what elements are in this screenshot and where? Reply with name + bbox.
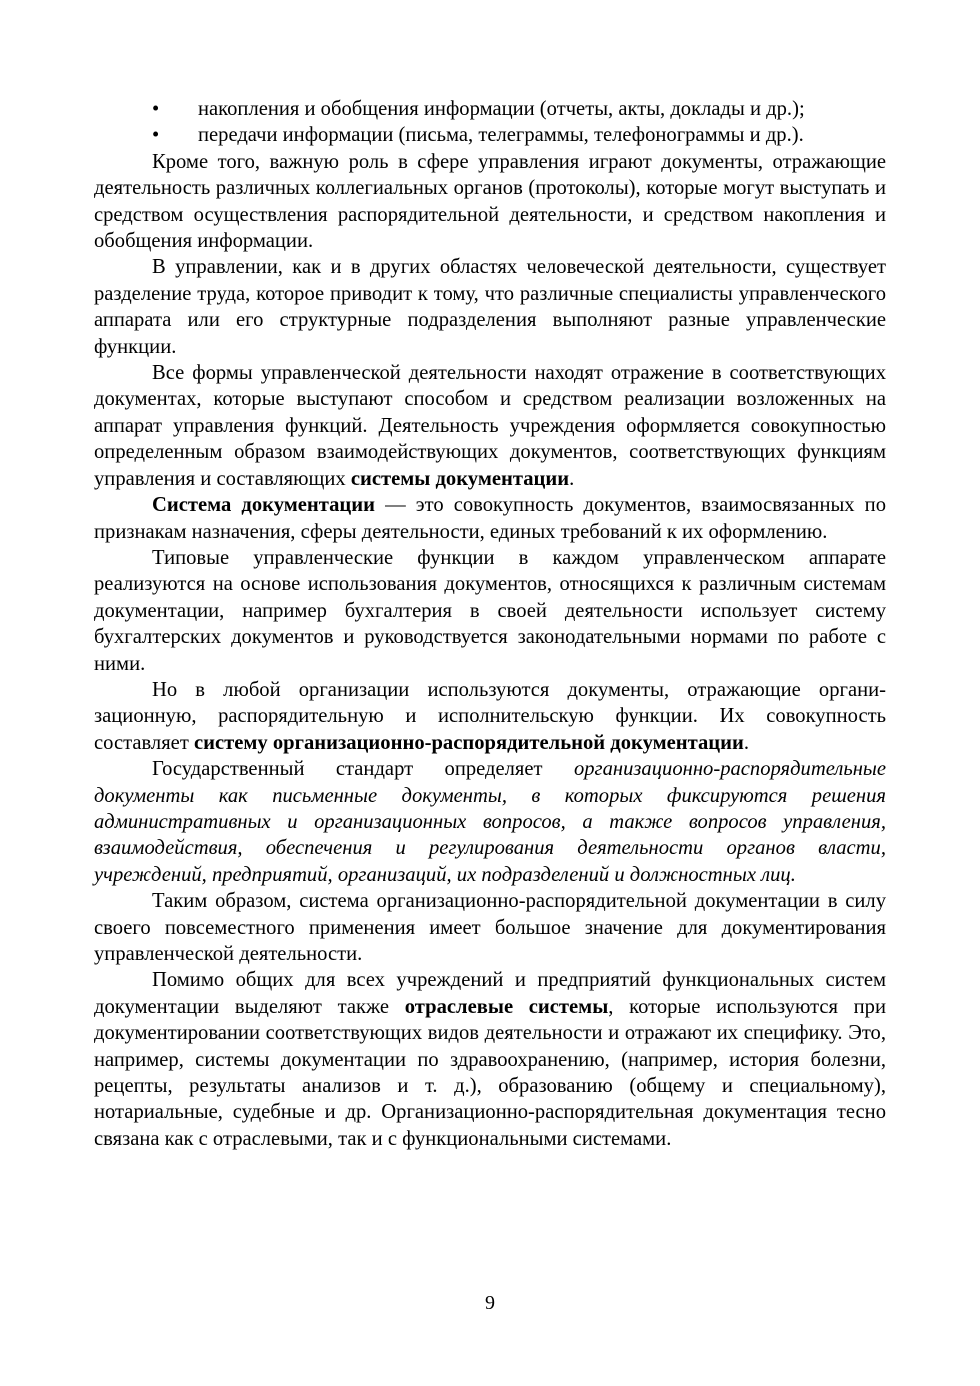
paragraph-collegial-documents: Кроме того, важную роль в сфере управления играют документы, отражающие деятельность различных коллегиальных органов (протоколы), которые могут выступать и средством осуществления распорядительной деятельности, и средством накопления и обобщения информации.: [94, 150, 886, 253]
paragraph-conclusion: Таким образом, система организационно-распорядительной документации в силу своего повсеместного применения имеет большое значение для документирования управленческой деятельности.: [94, 890, 886, 965]
paragraph-forms-of-management: Все формы управленческой деятельности находят отражение в соответствующих документах, которые выступают способом и средством реализации возложенных на аппарат управления функций. Деятельность учреждения оформляется совокупностью определенным образом взаимодействующих документов, соответствующих функциям управления и составляющих системы документации.: [94, 362, 886, 490]
document-page: [94, 96, 886, 1152]
paragraph-branch-systems: Помимо общих для всех учреждений и предприятий функциональных систем документации выделяют также отраслевые системы, которые используются при документировании соответствующих видов деятельности и отражают их специфику. Это, например, системы документации по здравоохранению, (например, история болезни, рецепты, результаты анализов и т. д.), образованию (общему и специальному), нотариальные, судебные и др. Организационно-распорядительная документация тесно связана как с отраслевыми, так и с функциональными системами.: [94, 969, 886, 1150]
term-branch-systems: отраслевые системы: [404, 995, 609, 1018]
page-number: 9: [485, 1292, 495, 1314]
bullet-icon: •: [152, 98, 160, 120]
term-documentation-system-definition: Система документации: [152, 494, 376, 517]
bullet-icon: •: [152, 124, 160, 147]
paragraph-org-admin-system: Но в любой организации используются документы, отражающие организационную, распорядительную и исполнительскую функции. Их совокупность составляет систему организационно-распорядительной документации.: [94, 678, 886, 754]
bullet-text: передачи информации (письма, телеграммы, телефонограммы и др.).: [198, 124, 804, 147]
paragraph-state-standard: Государственный стандарт определяет организационно-распорядительные документы как письменные документы, в которых фиксируются решения административных и организационных вопросов, а также вопросов управления, взаимодействия, обеспечения и регулирования деятельности органов власти, учреждений, предприятий, организаций, их подразделений и должностных лиц.: [94, 758, 886, 886]
bullet-text: накопления и обобщения информации (отчеты, акты, доклады и др.);: [198, 98, 805, 120]
bullet-item: [94, 122, 886, 148]
paragraph-typical-functions: Типовые управленческие функции в каждом управленческом аппарате реализуются на основе использования документов, относящихся к различным системам документации, например бухгалтерия в своей деятельности использует систему бухгалтерских документов и руководствуется законодательными нормами по работе с ними.: [94, 546, 886, 675]
term-org-admin-documentation: систему организационно-распорядительной документации: [193, 731, 744, 754]
paragraph-division-of-labor: В управлении, как и в других областях человеческой деятельности, существует разделение труда, которое приводит к тому, что различные специалисты управленческого аппарата или его структурные подразделения выполняют разные управленческие функции.: [94, 256, 886, 358]
standard-definition: организационно-распорядительные документы как письменные документы, в которых фиксируются решения административных и организационных вопросов, а также вопросов управления, взаимодействия, обеспечения и регулирования деятельности органов власти, учреждений, предприятий, организаций, их подразделений и должностных лиц.: [94, 758, 886, 886]
bullet-item: [94, 96, 886, 122]
term-documentation-system: системы документации: [350, 467, 570, 490]
paragraph-definition: Система документации — это совокупность документов, взаимосвязанных по признакам назначения, сферы деятельности, единых требований к их оформлению.: [94, 494, 886, 543]
